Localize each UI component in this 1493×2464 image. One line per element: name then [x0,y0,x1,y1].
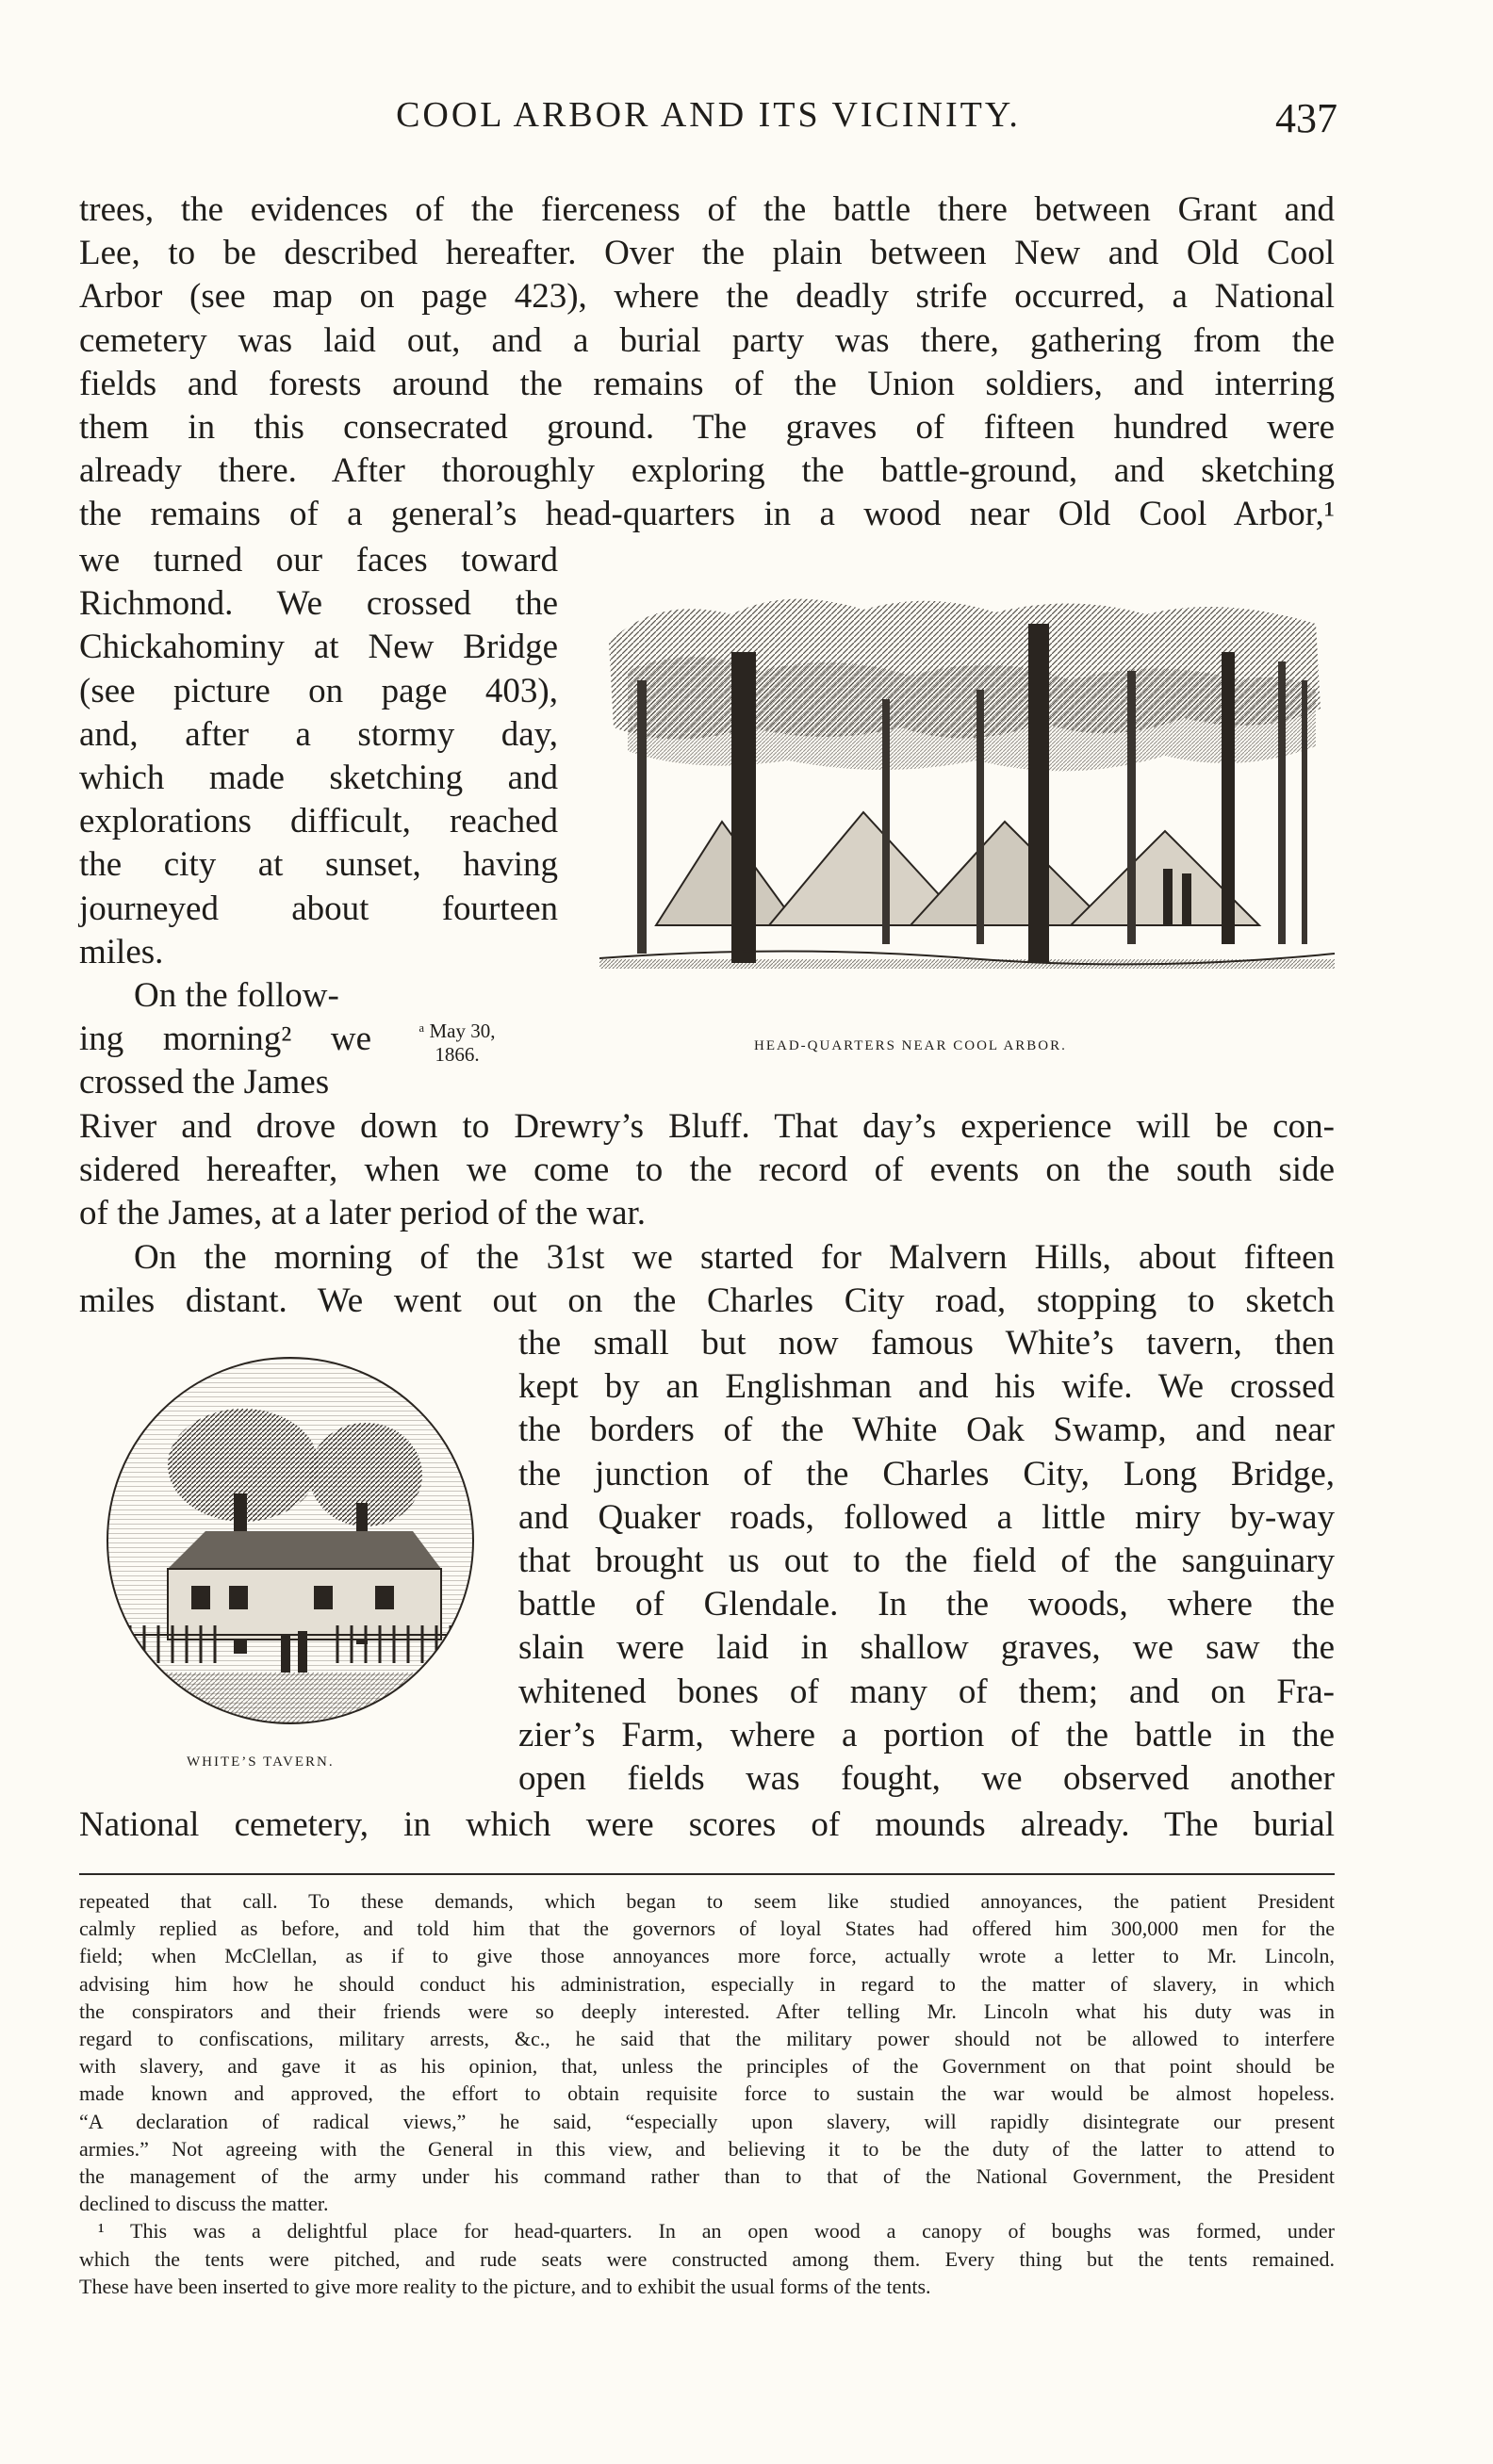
body-line: explorations difficult, reached [79,802,558,841]
body-line: ing morning² we [79,1020,371,1059]
body-line: miles. [79,932,164,971]
footnote-line: ¹ This was a delightful place for head-quarters. In an open wood a canopy of boughs was formed, under [98,2219,1335,2244]
body-line: cemetery was laid out, and a burial party was there, gathering from the [79,320,1335,360]
footnote-line: the management of the army under his command rather than to that of the National Government, the President [79,2164,1335,2188]
footnote-line: repeated that call. To these demands, which began to seem like studied annoyances, the patient President [79,1889,1335,1913]
body-line: the borders of the White Oak Swamp, and near [518,1411,1335,1450]
date-sidenote [386,1020,528,1067]
body-line: whitened bones of many of them; and on Fra- [518,1672,1335,1711]
body-line: journeyed about fourteen [79,889,558,928]
body-line: On the morning of the 31st we started for Malvern Hills, about fifteen [134,1237,1335,1277]
body-line: Richmond. We crossed the [79,584,558,624]
body-line: sidered hereafter, when we come to the record of events on the south side [79,1150,1335,1190]
figure-caption: WHITE’S TAVERN. [187,1754,335,1770]
body-line: Lee, to be described hereafter. Over the plain between New and Old Cool [79,234,1335,273]
body-line: zier’s Farm, where a portion of the battle in the [518,1715,1335,1754]
body-line: kept by an Englishman and his wife. We crossed [518,1367,1335,1407]
sidenote-line: 1866. [435,1043,480,1066]
sidenote-line: ᵃ May 30, [418,1020,496,1042]
footnote-line: made known and approved, the effort to obtain requisite force to sustain the war would be almost hopeless. [79,2081,1335,2106]
body-line: we turned our faces toward [79,541,558,579]
body-line: already there. After thoroughly exploring the battle-ground, and sketching [79,451,1335,491]
body-line: trees, the evidences of the fierceness of the battle there between Grant and [79,190,1335,229]
footnote-line: armies.” Not agreeing with the General in this view, and believing it to be the duty of the latter to attend to [79,2136,1335,2161]
footnote-line: regard to confiscations, military arrests, &c., he said that the military power should not be allowed to interfere [79,2027,1335,2050]
footnote-line: “A declaration of radical views,” he said, “especially upon slavery, will rapidly disintegrate our present [79,2109,1335,2133]
body-line: River and drove down to Drewry’s Bluff. That day’s experience will be con- [79,1107,1335,1146]
body-line: them in this consecrated ground. The graves of fifteen hundred were [79,408,1335,447]
footnote-line: which the tents were pitched, and rude seats were constructed among them. Every thing but the tents remained. [79,2246,1335,2271]
body-line: Arbor (see map on page 423), where the deadly strife occurred, a National [79,277,1335,317]
footnote-line: declined to discuss the matter. [79,2192,329,2216]
body-line: miles distant. We went out on the Charles City road, stopping to sketch [79,1281,1335,1320]
footnote-line: field; when McClellan, as if to give those annoyances more force, actually wrote a letter to Mr. Lincoln, [79,1944,1335,1968]
footnote-line: calmly replied as before, and told him that the governors of loyal States had offered him 300,000 men for the [79,1917,1335,1941]
body-line: and, after a stormy day, [79,714,558,754]
body-line: On the follow- [134,976,339,1015]
body-line: and Quaker roads, followed a little miry by-way [518,1497,1335,1537]
body-line: (see picture on page 403), [79,671,558,710]
body-line: Chickahominy at New Bridge [79,628,558,667]
body-line: the city at sunset, having [79,845,558,885]
page-number: 437 [1275,95,1337,141]
body-line: fields and forests around the remains of the Union soldiers, and interring [79,364,1335,403]
body-line: of the James, at a later period of the war. [79,1194,647,1233]
body-line: battle of Glendale. In the woods, where the [518,1585,1335,1624]
footnote-line: with slavery, and gave it as his opinion, that, unless the principles of the Government on that point should be [79,2054,1335,2079]
head-quarters-engraving [599,586,1335,982]
whites-tavern-engraving [102,1352,479,1729]
page-header [79,94,1337,151]
body-line: slain were laid in shallow graves, we saw the [518,1628,1335,1668]
footnote-rule [79,1873,1335,1875]
body-line: which made sketching and [79,759,558,797]
body-line: National cemetery, in which were scores of mounds already. The burial [79,1805,1335,1844]
figure-caption: HEAD-QUARTERS NEAR COOL ARBOR. [754,1038,1067,1053]
body-line: the small but now famous White’s tavern, then [518,1324,1335,1363]
footnote-line: the conspirators and their friends were so deeply interested. After telling Mr. Lincoln what his duty was in [79,1999,1335,2023]
body-line: open fields was fought, we observed another [518,1759,1335,1798]
body-line: that brought us out to the field of the sanguinary [518,1542,1335,1580]
footnote-line: These have been inserted to give more reality to the picture, and to exhibit the usual forms of the tents. [79,2274,931,2298]
body-line: the remains of a general’s head-quarters in a wood near Old Cool Arbor,¹ [79,495,1335,534]
running-title: COOL ARBOR AND ITS VICINITY. [396,95,1021,135]
body-line: crossed the James [79,1063,330,1102]
body-line: the junction of the Charles City, Long Bridge, [518,1454,1335,1493]
footnote-line: advising him how he should conduct his administration, especially in regard to the matter of slavery, in which [79,1971,1335,1996]
